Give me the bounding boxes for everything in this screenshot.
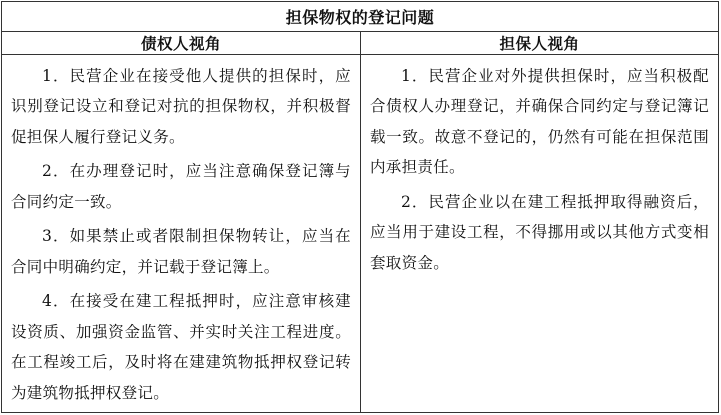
header-row <box>2 32 718 55</box>
guarantor-perspective-header: 担保人视角 <box>499 33 580 53</box>
creditor-perspective-cell <box>2 55 361 413</box>
table-title: 担保物权的登记问题 <box>2 2 718 32</box>
creditor-point-2: 2．在办理登记时，应当注意确保登记簿与合同约定一致。 <box>11 162 351 211</box>
creditor-point-4: 4．在接受在建工程抵押时，应注意审核建设资质、加强资金监管、并实时关注工程进度。在工程竣工后，及时将在建建筑物抵押权登记转为建筑物抵押权登记。 <box>11 292 351 402</box>
body-row <box>2 55 718 413</box>
guarantor-point-1: 1．民营企业对外提供担保时，应当积极配合债权人办理登记，并确保合同约定与登记簿记载一致。故意不登记的，仍然有可能在担保范围内承担责任。 <box>370 66 709 176</box>
creditor-point-3: 3．如果禁止或者限制担保物转让，应当在合同中明确约定，并记载于登记簿上。 <box>11 227 351 276</box>
guarantee-registration-table <box>1 1 719 413</box>
creditor-perspective-header: 债权人视角 <box>2 32 361 54</box>
guarantor-point-2: 2．民营企业以在建工程抵押取得融资后，应当用于建设工程，不得挪用或以其他方式变相套取资金。 <box>370 192 709 272</box>
guarantor-perspective-cell <box>361 55 718 413</box>
creditor-point-1: 1．民营企业在接受他人提供的担保时，应识别登记设立和登记对抗的担保物权，并积极督促担保人履行登记义务。 <box>11 66 351 146</box>
